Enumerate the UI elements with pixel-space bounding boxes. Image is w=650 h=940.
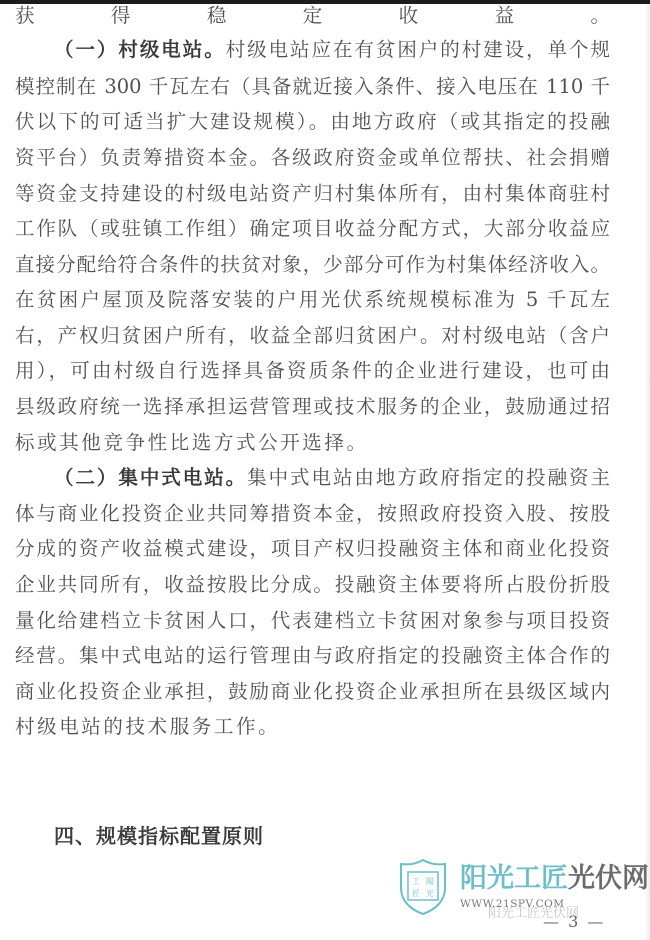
text-line xyxy=(54,36,610,64)
text-line xyxy=(15,322,610,350)
text-line xyxy=(15,215,610,243)
line-text: 分成的资产收益模式建设，项目产权归投融资主体和商业化投资 xyxy=(15,537,610,560)
text-line xyxy=(15,180,610,208)
paragraph-lead: （一）村级电站。 xyxy=(54,38,226,61)
text-line xyxy=(15,144,610,172)
text-line xyxy=(15,429,610,457)
line-text: 企业共同所有，收益按股比分成。投融资主体要将所占股份折股 xyxy=(15,573,610,596)
text-line xyxy=(15,535,610,563)
text-line xyxy=(15,286,610,314)
line-text: 伏以下的可适当扩大建设规模）。由地方政府（或其指定的投融 xyxy=(15,110,610,133)
shield-char-3: 匠 xyxy=(412,889,420,898)
page-number: — 3 — xyxy=(543,912,606,931)
watermark-ghost-text: 阳光工匠光伏网 xyxy=(488,906,580,921)
text-line xyxy=(15,571,610,599)
text-line xyxy=(15,251,610,279)
brand-name-grey: 光伏网 xyxy=(568,863,649,894)
text-line xyxy=(15,393,610,421)
line-text: 县级政府统一选择承担运营管理或技术服务的企业，鼓励通过招 xyxy=(15,395,610,418)
section-heading: 四、规模指标配置原则 xyxy=(54,824,264,848)
text-line xyxy=(15,73,610,101)
line-text: 资平台）负责筹措资本金。各级政府资金或单位帮扶、社会捐赠 xyxy=(15,146,610,169)
text-line xyxy=(15,607,610,635)
line-text: 直接分配给符合条件的扶贫对象，少部分可作为村集体经济收入。 xyxy=(15,253,610,276)
line-text: 获得稳定收益。 xyxy=(15,4,610,27)
line-text: 集中式电站由地方政府指定的投融资主 xyxy=(247,466,610,489)
line-text: 量化给建档立卡贫困人口，代表建档立卡贫困对象参与项目投资 xyxy=(15,609,610,632)
line-text: 等资金支持建设的村级电站资产归村集体所有，由村集体商驻村 xyxy=(15,182,610,205)
line-text: 村级电站的技术服务工作。 xyxy=(15,715,281,738)
shield-char-1: 工 xyxy=(412,877,420,886)
text-line xyxy=(15,678,610,706)
brand-name-teal: 阳光工匠 xyxy=(460,863,568,894)
line-text: 用），可由村级自行选择具备资质条件的企业进行建设，也可由 xyxy=(15,359,610,382)
text-line xyxy=(15,642,610,670)
shield-char-2: 陽 xyxy=(426,877,434,886)
paragraph-lead: （二）集中式电站。 xyxy=(54,466,248,489)
line-text: 模控制在 300 千瓦左右（具备就近接入条件、接入电压在 110 千 xyxy=(15,75,610,98)
text-line xyxy=(15,713,610,741)
line-text: 村级电站应在有贫困户的村建设，单个规 xyxy=(225,38,610,61)
shield-logo-icon xyxy=(398,858,448,916)
line-text: 商业化投资企业承担，鼓励商业化投资企业承担所在县级区域内 xyxy=(15,680,610,703)
line-text: 标或其他竞争性比选方式公开选择。 xyxy=(15,431,369,454)
text-line xyxy=(15,357,610,385)
text-line xyxy=(54,464,610,492)
site-watermark xyxy=(398,858,649,938)
line-text: 在贫困户屋顶及院落安装的户用光伏系统规模标准为 5 千瓦左 xyxy=(15,288,610,311)
line-text: 经营。集中式电站的运行管理由与政府指定的投融资主体合作的 xyxy=(15,644,610,667)
line-text: 工作队（或驻镇工作组）确定项目收益分配方式，大部分收益应 xyxy=(15,217,610,240)
line-text: 右，产权归贫困户所有，收益全部归贫困户。对村级电站（含户 xyxy=(15,324,610,347)
text-line xyxy=(15,500,610,528)
brand-name xyxy=(460,862,649,896)
text-line xyxy=(15,108,610,136)
watermark-url: WWW.21SPV.COM xyxy=(460,898,565,910)
shield-char-4: 光 xyxy=(426,889,434,898)
line-text: 体与商业化投资企业共同筹措资本金，按照政府投资入股、按股 xyxy=(15,502,610,525)
text-line xyxy=(15,2,610,30)
